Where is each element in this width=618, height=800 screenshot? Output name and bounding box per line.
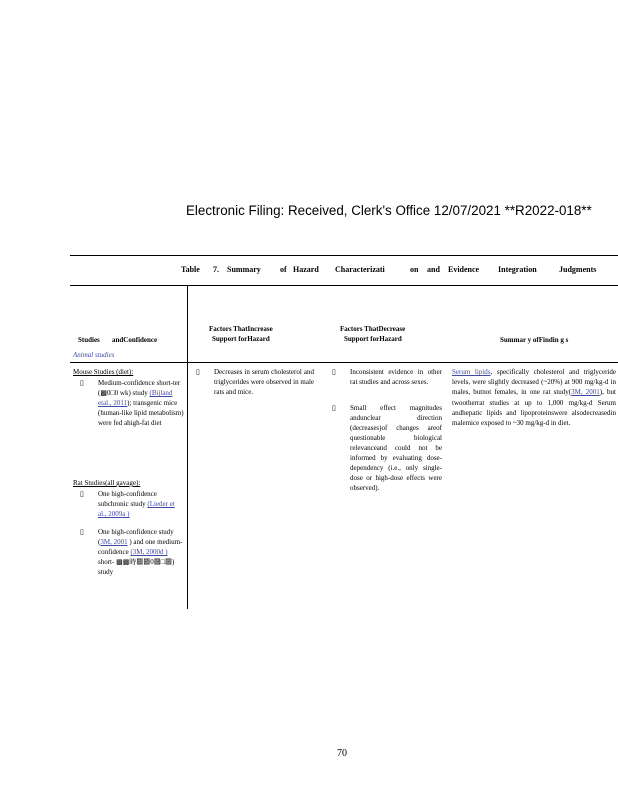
caption-rule: [70, 285, 618, 286]
header-decrease-1: Factors ThatDecrease: [340, 325, 406, 333]
citation-link[interactable]: (Bijland etal., 2011: [98, 389, 173, 407]
rat-bullet-2-text: One high-confidence study (: [98, 528, 174, 546]
section-animal-studies: Animal studies: [73, 351, 115, 359]
citation-link[interactable]: 3M, 2001: [571, 388, 600, 397]
header-increase-2: Support forHazard: [212, 335, 270, 343]
citation-link[interactable]: (Lieder et al., 2009a ): [98, 500, 175, 518]
rat-heading-text: Rat Studies(all gavage):: [73, 479, 141, 487]
rat-heading: [73, 478, 140, 488]
caption-word: Characterizati: [335, 265, 385, 274]
bullet-box-icon: ▯: [196, 368, 200, 376]
increase-text: Decreases in serum cholesterol and triglycerides were observed in male rats and mice.: [214, 368, 314, 396]
mouse-bullet-text: Medium-confidence short-ter (▩0□0 wk) study: [98, 379, 181, 397]
header-summary: Summar y ofFindin g s: [500, 336, 569, 344]
caption-word: of: [280, 265, 287, 274]
caption-word: and: [427, 265, 440, 274]
decrease-text-2: Small effect magnitudes andunclear direction (decreases)of changes areof questionable biological relevanceand could not be informed by evaluating dose-dependency (i.e., only single-dose or high-dose effects were observed).: [350, 404, 442, 492]
caption-word: Judgments: [559, 265, 597, 274]
caption-word: Evidence: [448, 265, 480, 274]
rat-bullet-2-tail: short- ▩▩時▩▩0▩□▩) study: [98, 558, 175, 576]
header-studies: Studies: [78, 336, 100, 344]
mouse-heading: [73, 367, 133, 377]
caption-word: Table: [181, 265, 200, 274]
column-divider: [187, 285, 188, 609]
bullet-box-icon: ▯: [332, 404, 336, 412]
header-decrease-2: Support forHazard: [344, 335, 402, 343]
mouse-heading-text: Mouse Studies (diet):: [73, 368, 134, 376]
decrease-text-1: Inconsistent evidence in other rat studies and across sexes.: [350, 368, 442, 386]
rat-bullet-2-mid: ) and one medium-confidence: [98, 538, 183, 556]
citation-link[interactable]: (3M, 2000d ): [130, 548, 168, 556]
caption-word: Integration: [498, 265, 537, 274]
caption-word: Hazard: [293, 265, 319, 274]
header-confidence: andConfidence: [112, 336, 158, 344]
caption-word: Summary: [227, 265, 261, 274]
summary-text-1: , specifically cholesterol and triglyceride levels, were slightly decreased (~20%) at 900 mg/kg-d in males, butnot females, in one rat study(: [452, 368, 616, 397]
bullet-box-icon: ▯: [80, 490, 84, 498]
serum-lipids-link[interactable]: Serum lipids: [452, 368, 491, 376]
summary-cell: [452, 367, 616, 428]
rat-bullet-1-text: One high-confidence subchronic study: [98, 490, 157, 508]
caption-word: 7.: [213, 265, 219, 274]
bullet-box-icon: ▯: [80, 379, 84, 387]
header-rule: [70, 362, 618, 363]
citation-link[interactable]: 3M, 2001: [100, 538, 128, 546]
filing-stamp: Electronic Filing: Received, Clerk's Office 12/07/2021 **R2022-018**: [186, 203, 592, 218]
summary-text-2: ), but twootherrat studies at up to 1,000 mg/kg-d Serum andhepatic lipids and lipoproteinswere alsodecreasedin malemice exposed to ~30 mg/kg-d in diet.: [452, 388, 616, 428]
page-number: 70: [337, 748, 347, 759]
table-top-rule: [70, 255, 618, 256]
bullet-box-icon: ▯: [332, 368, 336, 376]
caption-word: on: [410, 265, 419, 274]
header-increase-1: Factors ThatIncrease: [209, 325, 273, 333]
bullet-box-icon: ▯: [80, 528, 84, 536]
mouse-bullet-tail: ); transgenic mice (human-like lipid metabolism) were fed ahigh-fat diet: [98, 399, 184, 427]
